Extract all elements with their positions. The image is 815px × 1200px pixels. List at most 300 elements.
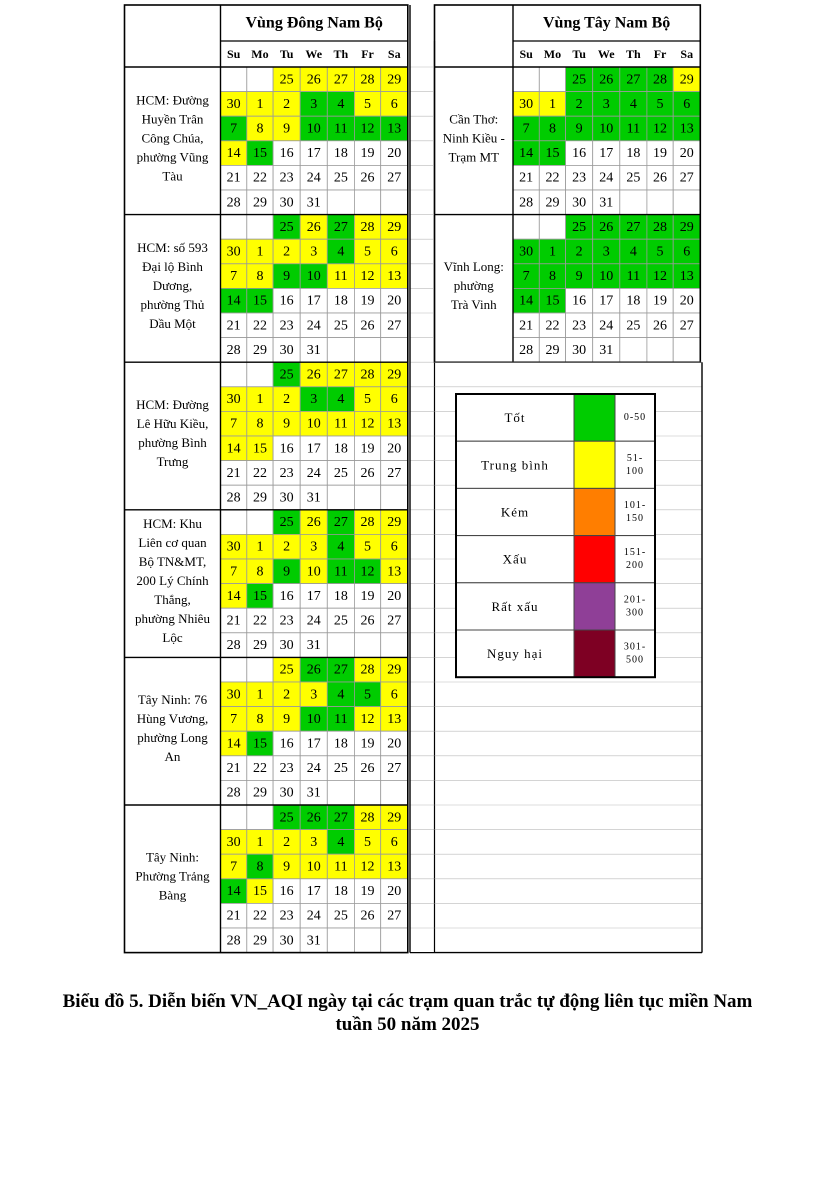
day-number: 18 xyxy=(333,146,348,162)
station-name: Huyền Trân xyxy=(141,111,204,127)
day-number: 12 xyxy=(360,416,375,432)
day-number: 10 xyxy=(306,564,321,580)
day-number: 27 xyxy=(333,72,348,88)
day-number: 5 xyxy=(364,96,372,112)
station-name: Vĩnh Long: xyxy=(443,258,504,274)
station-name: Hùng Vương, xyxy=(136,711,209,727)
day-number: 30 xyxy=(279,638,294,654)
day-number: 20 xyxy=(387,884,402,900)
legend-range: 201- xyxy=(623,594,647,606)
day-number: 8 xyxy=(256,859,264,875)
day-number: 16 xyxy=(279,736,294,752)
aqi-cell xyxy=(247,362,273,387)
day-number: 5 xyxy=(656,96,664,112)
day-number: 25 xyxy=(333,318,348,334)
day-number: 2 xyxy=(283,96,291,112)
day-number: 17 xyxy=(599,146,614,162)
day-number: 20 xyxy=(387,736,402,752)
day-number: 31 xyxy=(306,490,321,506)
legend-range-cell xyxy=(615,536,655,583)
day-number: 3 xyxy=(310,244,318,260)
day-number: 26 xyxy=(306,515,321,531)
day-number: 17 xyxy=(306,588,321,604)
day-number: 1 xyxy=(256,96,264,112)
day-number: 23 xyxy=(279,761,294,777)
legend-range: 300 xyxy=(626,607,644,619)
day-number: 19 xyxy=(360,293,375,309)
station-name: phường Thủ xyxy=(140,296,205,312)
day-number: 23 xyxy=(279,465,294,481)
day-number: 7 xyxy=(230,269,238,285)
day-number: 25 xyxy=(572,219,587,235)
station-name: Công Chúa, xyxy=(141,130,204,146)
day-number: 30 xyxy=(279,933,294,949)
legend-range: 51- xyxy=(626,452,644,464)
day-number: 20 xyxy=(387,293,402,309)
station-name: An xyxy=(164,749,181,765)
day-number: 30 xyxy=(572,195,587,211)
day-number: 3 xyxy=(310,834,318,850)
day-number: 15 xyxy=(252,884,267,900)
day-number: 14 xyxy=(226,441,241,457)
day-number: 3 xyxy=(602,96,610,112)
day-number: 7 xyxy=(522,269,530,285)
day-number: 31 xyxy=(306,785,321,801)
day-number: 1 xyxy=(548,96,556,112)
legend-range-cell xyxy=(615,630,655,677)
day-number: 1 xyxy=(256,539,264,555)
day-number: 29 xyxy=(252,785,267,801)
aqi-cell xyxy=(221,657,247,682)
aqi-cell xyxy=(673,338,700,363)
day-number: 21 xyxy=(519,318,534,334)
day-number: 27 xyxy=(333,367,348,383)
day-number: 13 xyxy=(387,859,402,875)
weekday-label: Th xyxy=(333,47,349,61)
day-number: 6 xyxy=(390,96,398,112)
day-number: 6 xyxy=(683,96,691,112)
day-number: 29 xyxy=(545,342,560,358)
weekday-label: We xyxy=(305,47,323,61)
weekday-label: Sa xyxy=(680,47,694,61)
day-number: 12 xyxy=(360,121,375,137)
day-number: 25 xyxy=(626,170,641,186)
day-number: 26 xyxy=(306,367,321,383)
aqi-cell xyxy=(247,510,273,535)
aqi-cell xyxy=(247,805,273,830)
day-number: 28 xyxy=(226,785,241,801)
day-number: 12 xyxy=(360,859,375,875)
legend-range-cell xyxy=(615,488,655,535)
day-number: 3 xyxy=(310,687,318,703)
day-number: 4 xyxy=(337,392,345,408)
day-number: 7 xyxy=(230,416,238,432)
legend-range: 100 xyxy=(626,465,644,477)
station-name: Lộc xyxy=(162,630,183,646)
day-number: 2 xyxy=(283,687,291,703)
legend-range: 0-50 xyxy=(623,412,647,424)
day-number: 22 xyxy=(252,908,267,924)
legend-range: 301- xyxy=(623,641,647,653)
day-number: 11 xyxy=(334,121,348,137)
day-number: 6 xyxy=(683,244,691,260)
day-number: 5 xyxy=(364,834,372,850)
day-number: 27 xyxy=(333,219,348,235)
aqi-cell xyxy=(354,633,380,658)
day-number: 1 xyxy=(256,834,264,850)
day-number: 27 xyxy=(333,515,348,531)
aqi-cell xyxy=(327,190,354,215)
day-number: 27 xyxy=(387,170,402,186)
aqi-cell xyxy=(647,190,673,215)
aqi-cell xyxy=(513,67,539,92)
day-number: 4 xyxy=(337,687,345,703)
weekday-label: Th xyxy=(626,47,641,61)
day-number: 27 xyxy=(626,72,641,88)
day-number: 16 xyxy=(279,293,294,309)
aqi-cell xyxy=(327,338,354,363)
aqi-cell xyxy=(221,67,247,92)
day-number: 22 xyxy=(252,170,267,186)
day-number: 9 xyxy=(283,564,291,580)
region-title: Vùng Tây Nam Bộ xyxy=(543,14,671,32)
day-number: 26 xyxy=(306,662,321,678)
station-name: HCM: Đường xyxy=(136,92,209,108)
day-number: 29 xyxy=(679,72,694,88)
aqi-cell xyxy=(539,67,565,92)
day-number: 12 xyxy=(653,269,668,285)
station-name: Trưng xyxy=(156,454,189,469)
day-number: 9 xyxy=(283,416,291,432)
day-number: 8 xyxy=(256,564,264,580)
weekday-label: Su xyxy=(226,47,241,61)
aqi-cell xyxy=(620,190,647,215)
day-number: 13 xyxy=(679,269,694,285)
day-number: 14 xyxy=(519,293,534,309)
day-number: 23 xyxy=(572,318,587,334)
aqi-cell xyxy=(381,928,408,953)
day-number: 30 xyxy=(572,342,587,358)
aqi-cell xyxy=(647,338,673,363)
day-number: 11 xyxy=(334,564,348,580)
day-number: 21 xyxy=(226,613,241,629)
day-number: 11 xyxy=(334,416,348,432)
aqi-cell xyxy=(327,485,354,510)
legend-range: 500 xyxy=(626,654,644,666)
day-number: 20 xyxy=(679,293,694,309)
weekday-label: Fr xyxy=(361,47,374,61)
day-number: 24 xyxy=(306,908,321,924)
day-number: 30 xyxy=(226,96,241,112)
day-number: 16 xyxy=(572,146,587,162)
day-number: 19 xyxy=(653,146,668,162)
legend-range: 101- xyxy=(623,500,647,511)
day-number: 23 xyxy=(279,908,294,924)
day-number: 21 xyxy=(226,318,241,334)
day-number: 25 xyxy=(333,465,348,481)
station-name: Cần Thơ: xyxy=(449,111,499,127)
day-number: 25 xyxy=(279,662,294,678)
day-number: 24 xyxy=(599,170,614,186)
day-number: 25 xyxy=(333,613,348,629)
day-number: 31 xyxy=(306,195,321,211)
day-number: 29 xyxy=(252,638,267,654)
legend-label: Kém xyxy=(500,504,530,520)
day-number: 20 xyxy=(387,441,402,457)
caption-line-2: tuần 50 năm 2025 xyxy=(335,1014,480,1035)
weekday-label: Fr xyxy=(653,47,667,61)
day-number: 17 xyxy=(306,146,321,162)
station-name: phường Nhiêu xyxy=(135,611,210,627)
day-number: 28 xyxy=(653,72,668,88)
legend-swatch xyxy=(574,394,615,441)
day-number: 28 xyxy=(360,515,375,531)
day-number: 31 xyxy=(306,933,321,949)
day-number: 2 xyxy=(575,244,583,260)
day-number: 29 xyxy=(387,219,402,235)
day-number: 14 xyxy=(226,736,241,752)
day-number: 30 xyxy=(279,490,294,506)
station-name: phường xyxy=(453,277,494,293)
day-number: 23 xyxy=(572,170,587,186)
day-number: 27 xyxy=(387,613,402,629)
day-number: 25 xyxy=(333,761,348,777)
day-number: 24 xyxy=(306,465,321,481)
day-number: 8 xyxy=(548,269,556,285)
aqi-cell xyxy=(381,633,408,658)
station-name: Bộ TN&MT, xyxy=(138,554,207,570)
day-number: 20 xyxy=(387,146,402,162)
day-number: 29 xyxy=(252,195,267,211)
day-number: 10 xyxy=(306,269,321,285)
day-number: 5 xyxy=(364,244,372,260)
day-number: 22 xyxy=(545,318,560,334)
day-number: 2 xyxy=(283,392,291,408)
day-number: 21 xyxy=(519,170,534,186)
day-number: 2 xyxy=(283,539,291,555)
station-name: Trà Vinh xyxy=(450,296,497,312)
day-number: 8 xyxy=(256,711,264,727)
chart-caption xyxy=(0,990,815,1036)
day-number: 11 xyxy=(334,859,348,875)
day-number: 13 xyxy=(679,121,694,137)
aqi-cell xyxy=(673,190,700,215)
weekday-label: Mo xyxy=(251,47,269,61)
day-number: 7 xyxy=(230,711,238,727)
day-number: 27 xyxy=(387,465,402,481)
day-number: 24 xyxy=(599,318,614,334)
day-number: 1 xyxy=(548,244,556,260)
day-number: 19 xyxy=(360,441,375,457)
legend-range: 150 xyxy=(626,513,644,524)
aqi-cell xyxy=(381,190,408,215)
day-number: 6 xyxy=(390,244,398,260)
aqi-cell xyxy=(381,338,408,363)
day-number: 18 xyxy=(333,293,348,309)
day-number: 28 xyxy=(226,195,241,211)
station-name: phường Vũng xyxy=(136,149,209,165)
day-number: 28 xyxy=(360,367,375,383)
weekday-label: Tu xyxy=(279,47,294,61)
day-number: 15 xyxy=(252,293,267,309)
day-number: 6 xyxy=(390,687,398,703)
legend-range: 200 xyxy=(626,560,644,572)
day-number: 17 xyxy=(306,736,321,752)
day-number: 13 xyxy=(387,416,402,432)
day-number: 24 xyxy=(306,613,321,629)
day-number: 19 xyxy=(360,146,375,162)
day-number: 4 xyxy=(337,834,345,850)
day-number: 3 xyxy=(602,244,610,260)
day-number: 15 xyxy=(252,588,267,604)
day-number: 18 xyxy=(626,146,641,162)
station-name: Thắng, xyxy=(154,592,191,608)
weekday-label: Tu xyxy=(572,47,586,61)
day-number: 28 xyxy=(360,219,375,235)
day-number: 22 xyxy=(252,761,267,777)
day-number: 30 xyxy=(519,96,534,112)
day-number: 21 xyxy=(226,465,241,481)
legend-label: Tốt xyxy=(504,410,526,426)
day-number: 29 xyxy=(545,195,560,211)
day-number: 10 xyxy=(306,121,321,137)
day-number: 22 xyxy=(252,613,267,629)
day-number: 9 xyxy=(283,269,291,285)
aqi-cell xyxy=(354,928,380,953)
day-number: 15 xyxy=(252,146,267,162)
day-number: 30 xyxy=(226,687,241,703)
day-number: 13 xyxy=(387,564,402,580)
station-name: HCM: Khu xyxy=(143,516,202,532)
day-number: 18 xyxy=(333,588,348,604)
station-name: Bàng xyxy=(158,887,187,903)
day-number: 26 xyxy=(360,613,375,629)
station-name: 200 Lý Chính xyxy=(136,573,209,589)
day-number: 28 xyxy=(226,490,241,506)
day-number: 5 xyxy=(364,687,372,703)
station-name: phường Long xyxy=(137,730,208,746)
day-number: 30 xyxy=(226,392,241,408)
day-number: 14 xyxy=(226,146,241,162)
day-number: 18 xyxy=(333,441,348,457)
region-title: Vùng Đông Nam Bộ xyxy=(245,14,383,32)
day-number: 14 xyxy=(226,884,241,900)
day-number: 8 xyxy=(256,416,264,432)
day-number: 25 xyxy=(626,318,641,334)
day-number: 12 xyxy=(360,269,375,285)
day-number: 8 xyxy=(548,121,556,137)
station-name: Đại lộ Bình xyxy=(142,258,203,274)
station-name: Phường Trảng xyxy=(135,868,210,884)
day-number: 2 xyxy=(283,834,291,850)
day-number: 28 xyxy=(653,219,668,235)
day-number: 27 xyxy=(333,662,348,678)
day-number: 29 xyxy=(252,933,267,949)
station-name: Dầu Một xyxy=(149,315,196,331)
day-number: 21 xyxy=(226,761,241,777)
day-number: 14 xyxy=(519,146,534,162)
station-name: Dương, xyxy=(152,277,193,293)
legend-swatch xyxy=(574,441,615,488)
day-number: 24 xyxy=(306,170,321,186)
day-number: 15 xyxy=(545,146,560,162)
day-number: 31 xyxy=(599,342,614,358)
legend-label: Nguy hại xyxy=(486,646,544,662)
day-number: 16 xyxy=(279,441,294,457)
aqi-cell xyxy=(381,485,408,510)
day-number: 11 xyxy=(334,711,348,727)
day-number: 26 xyxy=(360,908,375,924)
day-number: 26 xyxy=(653,170,668,186)
day-number: 30 xyxy=(519,244,534,260)
station-name: Tàu xyxy=(162,168,183,184)
aqi-cell xyxy=(247,67,273,92)
day-number: 22 xyxy=(252,465,267,481)
station-name: Ninh Kiều - xyxy=(442,130,505,146)
day-number: 15 xyxy=(545,293,560,309)
day-number: 26 xyxy=(306,72,321,88)
day-number: 8 xyxy=(256,121,264,137)
legend-range-cell xyxy=(615,441,655,488)
aqi-cell xyxy=(354,190,380,215)
day-number: 28 xyxy=(519,342,534,358)
aqi-cell xyxy=(354,780,380,805)
day-number: 5 xyxy=(364,392,372,408)
day-number: 13 xyxy=(387,269,402,285)
day-number: 4 xyxy=(337,96,345,112)
weekday-label: Mo xyxy=(543,47,562,61)
day-number: 2 xyxy=(575,96,583,112)
day-number: 6 xyxy=(390,834,398,850)
aqi-cell xyxy=(381,780,408,805)
day-number: 26 xyxy=(653,318,668,334)
day-number: 6 xyxy=(390,392,398,408)
day-number: 25 xyxy=(572,72,587,88)
day-number: 31 xyxy=(306,342,321,358)
day-number: 29 xyxy=(387,367,402,383)
day-number: 24 xyxy=(306,761,321,777)
day-number: 27 xyxy=(387,318,402,334)
day-number: 25 xyxy=(279,219,294,235)
day-number: 10 xyxy=(306,711,321,727)
day-number: 19 xyxy=(360,884,375,900)
day-number: 18 xyxy=(626,293,641,309)
aqi-cell xyxy=(354,338,380,363)
day-number: 28 xyxy=(226,933,241,949)
day-number: 4 xyxy=(337,244,345,260)
day-number: 1 xyxy=(256,687,264,703)
day-number: 27 xyxy=(679,170,694,186)
day-number: 28 xyxy=(226,342,241,358)
day-number: 11 xyxy=(334,269,348,285)
day-number: 19 xyxy=(360,736,375,752)
aqi-cell xyxy=(539,215,565,240)
day-number: 26 xyxy=(360,170,375,186)
legend-label: Xấu xyxy=(502,551,528,567)
aqi-cell xyxy=(354,485,380,510)
aqi-cell xyxy=(247,215,273,240)
day-number: 12 xyxy=(360,564,375,580)
day-number: 27 xyxy=(333,810,348,826)
weekday-label: Sa xyxy=(387,47,401,61)
day-number: 29 xyxy=(387,515,402,531)
day-number: 16 xyxy=(279,588,294,604)
station-name: Tây Ninh: 76 xyxy=(137,692,208,708)
aqi-cell xyxy=(221,215,247,240)
day-number: 13 xyxy=(387,711,402,727)
day-number: 7 xyxy=(230,859,238,875)
day-number: 3 xyxy=(310,96,318,112)
